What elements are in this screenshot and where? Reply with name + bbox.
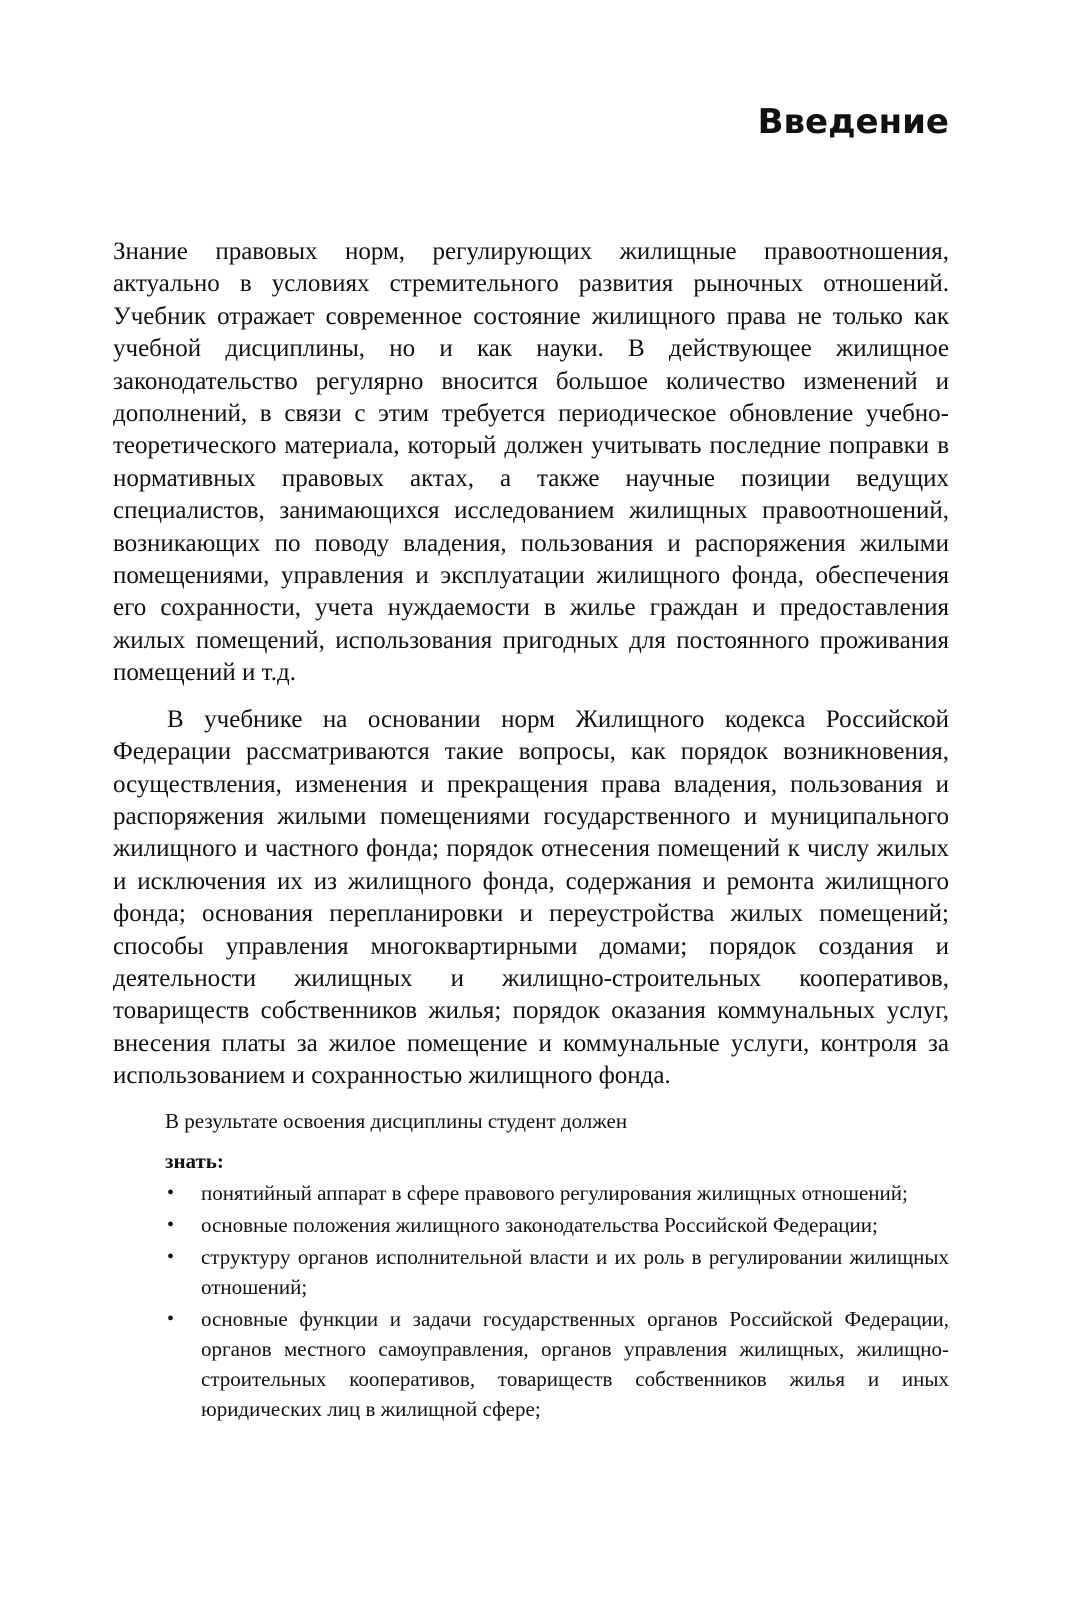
list-item-text: структуру органов исполнительной власти и их роль в регулировании жилищных отношений; (201, 1245, 949, 1299)
list-item (165, 1242, 949, 1302)
list-item-text: понятийный аппарат в сфере правового регулирования жилищных отношений; (201, 1181, 908, 1205)
bullet-icon: • (167, 1182, 175, 1204)
paragraph-1: Знание правовых норм, регулирующих жилищные правоотношения, актуально в условиях стремительного развития рыночных отношений. Учебник отражает современное состояние жилищного права не только как учебной дисциплины, но и как науки. В действующее жилищное законодательство регулярно вносится большое количество изменений и дополнений, в связи с этим требуется периодическое обновление учебно-теоретического материала, который должен учитывать последние поправки в нормативных правовых актах, а также научные позиции ведущих специалистов, занимающихся исследованием жилищных правоотношений, возникающих по поводу владения, пользования и распоряжения жилыми помещениями, управления и эксплуатации жилищного фонда, обеспечения его сохранности, учета нуждаемости в жилье граждан и предоставления жилых помещений, использования пригодных для постоянного проживания помещений и т.д. (113, 238, 949, 687)
outcomes-intro: В результате освоения дисциплины студент должен (165, 1109, 628, 1133)
learning-outcomes (165, 1106, 949, 1426)
list-item-text: основные положения жилищного законодательства Российской Федерации; (201, 1213, 878, 1237)
paragraph-2: В учебнике на основании норм Жилищного кодекса Российской Федерации рассматриваются такие вопросы, как порядок возникновения, осуществления, изменения и прекращения права владения, пользования и распоряжения жилыми помещениями государственного и муниципального жилищного и частного фонда; порядок отнесения помещений к числу жилых и исключения их из жилищного фонда, содержания и ремонта жилищного фонда; основания перепланировки и переустройства жилых помещений; способы управления многоквартирными домами; порядок создания и деятельности жилищных и жилищно-строительных кооперативов, товариществ собственников жилья; порядок оказания коммунальных услуг, внесения платы за жилое помещение и коммунальные услуги, контроля за использованием и сохранностью жилищного фонда. (113, 705, 949, 1090)
page (113, 0, 949, 1600)
know-label: знать: (165, 1149, 224, 1173)
bullet-icon: • (167, 1214, 175, 1236)
list-item-text: основные функции и задачи государственных органов Российской Федерации, органов местного самоуправления, органов управления жилищных, жилищно-строительных кооперативов, товариществ собственников жилья и иных юридических лиц в жилищной сфере; (201, 1307, 949, 1421)
bullet-icon: • (167, 1308, 175, 1330)
introduction-text (113, 236, 949, 1093)
list-item (165, 1304, 949, 1424)
bullet-icon: • (167, 1246, 175, 1268)
page-title: Введение (757, 102, 949, 142)
know-list (165, 1178, 949, 1424)
list-item (165, 1178, 949, 1208)
list-item (165, 1210, 949, 1240)
